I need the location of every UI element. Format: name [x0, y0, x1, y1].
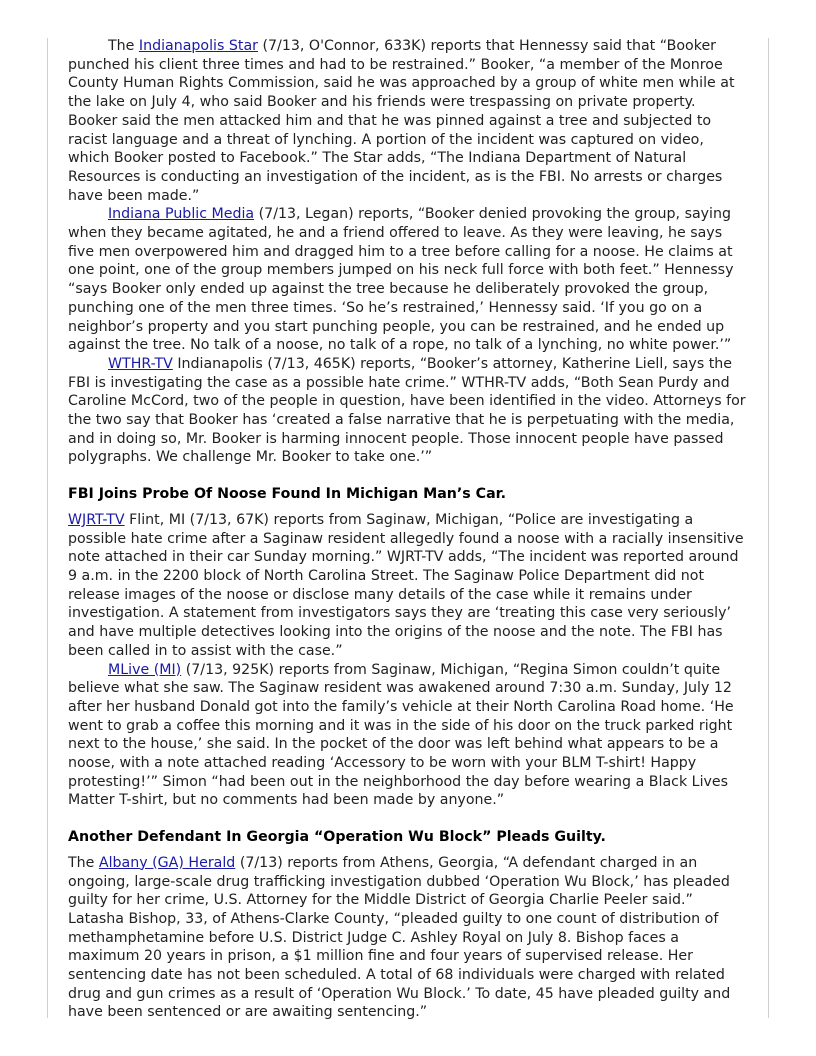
source-link-wthr-tv[interactable]: WTHR-TV	[108, 355, 173, 372]
paragraph	[68, 205, 748, 355]
left-page-rule	[47, 38, 48, 1018]
article-operation-wu-block	[68, 828, 748, 1022]
paragraph	[68, 37, 748, 205]
source-link-indianapolis-star[interactable]: Indianapolis Star	[138, 38, 258, 54]
paragraph-text: (7/13, O'Connor, 633K) reports that Hennessy said that “Booker punched his client three times and had to be restrained.” Booker, “a member of the Monroe County Human Rights Commission, said he was approached by a group of white men while at the lake on July 4, who said Booker and his friends were trespassing on private property. Booker said the men attacked him and that he was pinned against a tree and subjected to racist language and a threat of lynching. A portion of the incident was captured on video, which Booker posted to Facebook.” The Star adds, “The Indiana Department of Natural Resources is conducting an investigation of the incident, as is the FBI. No arrests or charges have been made.”	[68, 38, 735, 204]
paragraph-text: (7/13, 925K) reports from Saginaw, Michigan, “Regina Simon couldn’t quite believe what she saw. The Saginaw resident was awakened around 7:30 a.m. Sunday, July 12 after her husband Donald got into the family’s vehicle at their North Carolina Road home. ‘He went to grab a coffee this morning and it was in the side of his door on the truck parked right next to the house,’ she said. In the pocket of the door was left behind what appears to be a noose, with a note attached reading ‘Accessory to be worn with your BLM T-shirt! Happy protesting!’” Simon “had been out in the neighborhood the day before wearing a Black Lives Matter T-shirt, but no comments had been made by anyone.”	[68, 661, 734, 809]
paragraph-text: (7/13, Legan) reports, “Booker denied provoking the group, saying when they became agitated, he and a friend offered to leave. As they were leaving, he says five men overpowered him and dragged him to a tree before calling for a noose. He claims at one point, one of the group members jumped on his neck full force with both feet.” Hennessy “says Booker only ended up against the tree because he deliberately provoked the group, punching one of the men three times. ‘So he’s restrained,’ Hennessy said. ‘If you go on a neighbor’s property and you start punching people, you can be restrained, and he ended up against the tree. No talk of a noose, no talk of a rope, no talk of a lynching, no white power.’”	[68, 206, 734, 354]
paragraph-text: (7/13) reports from Athens, Georgia, “A defendant charged in an ongoing, large-scale drug trafficking investigation dubbed ‘Operation Wu Block,’ has pleaded guilty for her crime, U.S. Attorney for the Middle District of Georgia Charlie Peeler said.” Latasha Bishop, 33, of Athens-Clarke County, “pleaded guilty to one count of distribution of methamphetamine before U.S. District Judge C. Ashley Royal on July 8. Bishop faces a maximum 20 years in prison, a $1 million fine and four years of supervised release. Her sentencing date has not been scheduled. A total of 68 individuals were charged with related drug and gun crimes as a result of ‘Operation Wu Block.’ To date, 45 have pleaded guilty and have been sentenced or are awaiting sentencing.”	[68, 854, 731, 1021]
article-indiana-lake-incident	[68, 37, 748, 467]
article-headline: Another Defendant In Georgia “Operation Wu Block” Pleads Guilty.	[68, 829, 606, 846]
paragraph-prefix: The	[68, 854, 99, 871]
paragraph	[68, 854, 748, 1022]
source-link-mlive[interactable]: MLive (MI)	[108, 661, 182, 678]
source-link-indiana-public-media[interactable]: Indiana Public Media	[108, 206, 255, 223]
news-clip-body	[68, 37, 748, 1022]
article-michigan-noose	[68, 485, 748, 810]
paragraph-text: Indianapolis (7/13, 465K) reports, “Booker’s attorney, Katherine Liell, says the FBI is investigating the case as a possible hate crime.” WTHR-TV adds, “Both Sean Purdy and Caroline McCord, two of the people in question, have been identified in the video. Attorneys for the two say that Booker has ‘created a false narrative that he is perpetuating with the media, and in doing so, Mr. Booker is harming innocent people. Those innocent people have passed polygraphs. We challenge Mr. Booker to take one.’”	[68, 355, 746, 466]
paragraph-text: Flint, MI (7/13, 67K) reports from Saginaw, Michigan, “Police are investigating a possible hate crime after a Saginaw resident allegedly found a noose with a racially insensitive note attached in their car Sunday morning.” WJRT-TV adds, “The incident was reported around 9 a.m. in the 2200 block of North Carolina Street. The Saginaw Police Department did not release images of the noose or disclose many details of the case while it remains under investigation. A statement from investigators says they are ‘treating this case very seriously’ and have multiple detectives looking into the origins of the noose and the note. The FBI has been called in to assist with the case.”	[68, 511, 744, 659]
paragraph	[68, 661, 748, 811]
paragraph	[68, 511, 748, 661]
paragraph-prefix: The	[108, 38, 139, 54]
article-headline: FBI Joins Probe Of Noose Found In Michigan Man’s Car.	[68, 486, 507, 503]
source-link-albany-herald[interactable]: Albany (GA) Herald	[98, 854, 236, 871]
right-page-rule	[768, 38, 769, 1018]
source-link-wjrt-tv[interactable]: WJRT-TV	[68, 511, 125, 528]
paragraph	[68, 355, 748, 467]
